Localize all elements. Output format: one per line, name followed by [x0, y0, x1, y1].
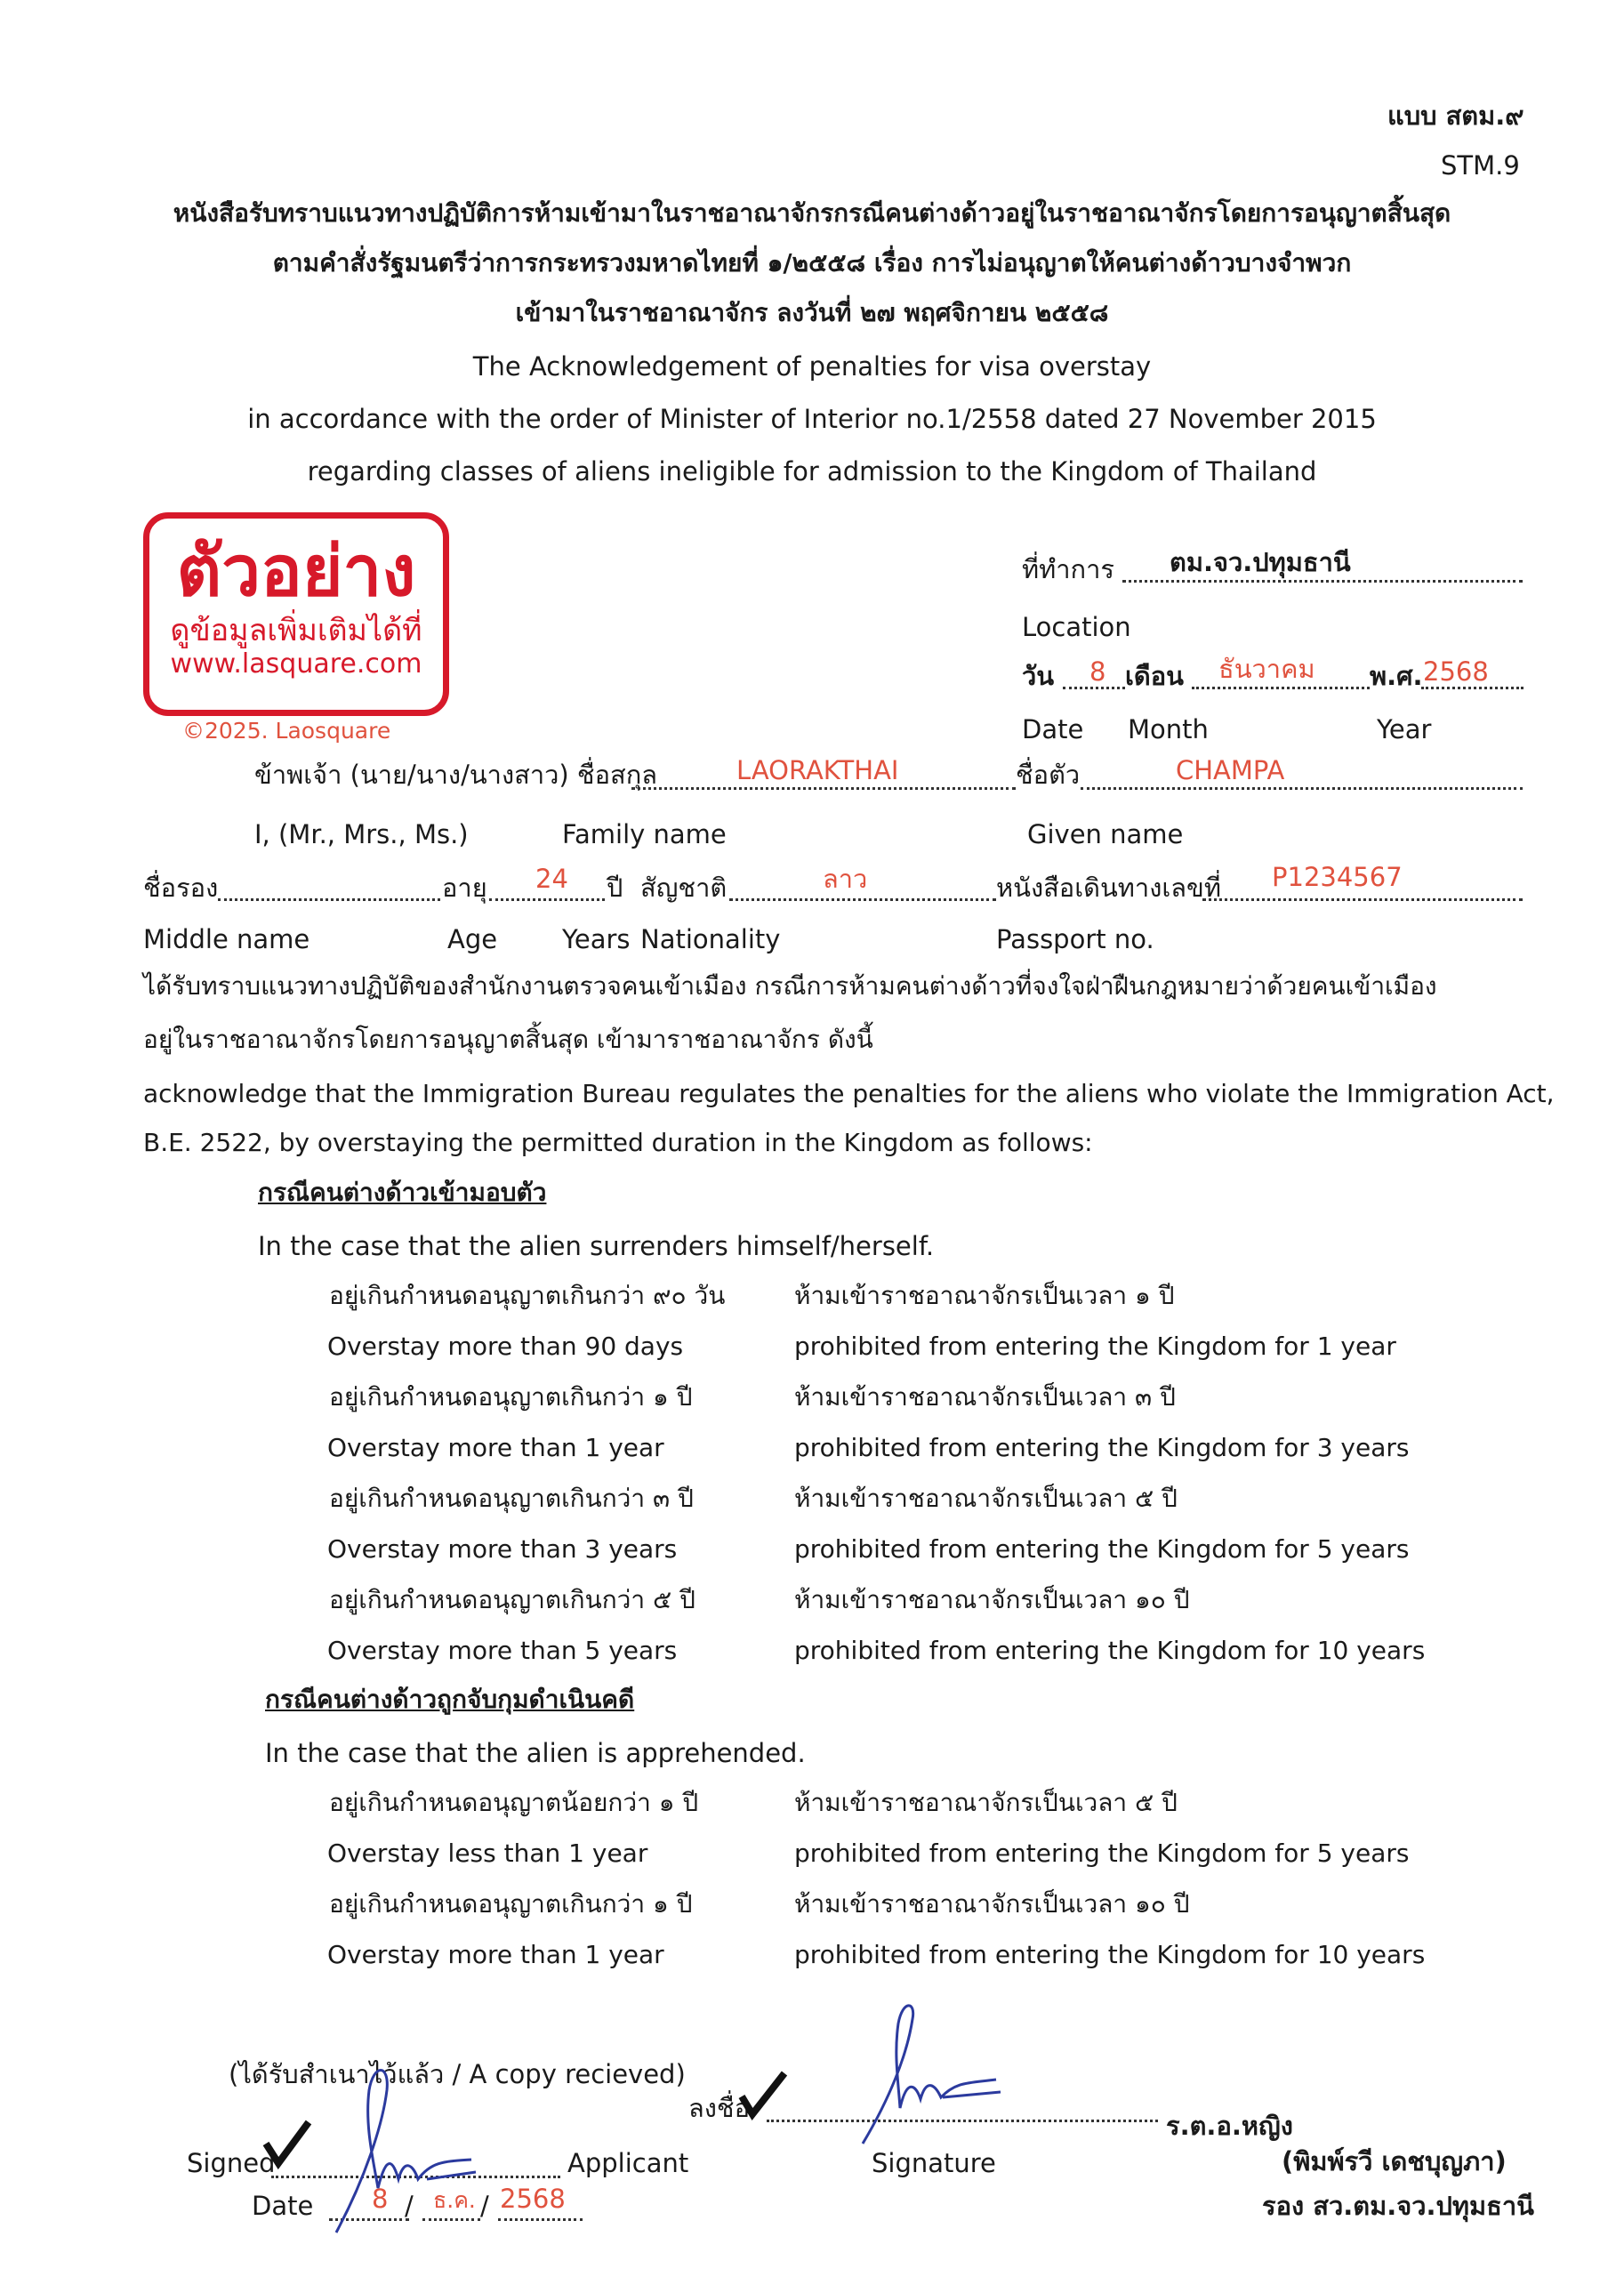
penalty-th: ห้ามเข้าราชอาณาจักรเป็นเวลา ๕ ปี: [794, 1788, 1178, 1817]
nationality-label-th: สัญชาติ: [640, 873, 728, 903]
date-year-value: 2568: [500, 2184, 566, 2214]
sign-label-th: ลงชื่อ: [688, 2093, 751, 2123]
officer-position: รอง สว.ตม.จว.ปทุมธานี: [1262, 2191, 1534, 2221]
month-value: ธันวาคม: [1218, 654, 1315, 684]
officer-checkmark-icon: [738, 2068, 792, 2121]
officer-signature-icon: [854, 2001, 1032, 2152]
ack-en-line-2: B.E. 2522, by overstaying the permitted duration in the Kingdom as follows:: [143, 1128, 1093, 1157]
applicant-label-en: I, (Mr., Mrs., Ms.): [254, 819, 469, 849]
location-field-line: [1122, 580, 1523, 583]
middle-name-label-en: Middle name: [143, 924, 310, 954]
family-name-label-en: Family name: [562, 819, 727, 849]
penalty-en: prohibited from entering the Kingdom for 5 years: [794, 1534, 1410, 1564]
day-label-th: วัน: [1022, 661, 1055, 691]
day-label-en: Date: [1022, 714, 1084, 744]
copy-received-label: (ได้รับสำเนาไว้แล้ว / A copy recieved): [229, 2059, 686, 2089]
applicant-signature-icon: [320, 2055, 498, 2241]
penalty-condition-th: อยู่เกินกำหนดอนุญาตเกินกว่า ๓ ปี: [329, 1484, 694, 1513]
age-label-en: Age: [447, 924, 498, 954]
month-label-th: เดือน: [1125, 661, 1184, 691]
stamp-line-1: ดูข้อมูลเพิ่มเติมได้ที่: [170, 613, 422, 648]
location-value: ตม.จว.ปทุมธานี: [1170, 547, 1351, 577]
age-value: 24: [535, 864, 568, 894]
penalty-condition-th: อยู่เกินกำหนดอนุญาตเกินกว่า ๕ ปี: [329, 1585, 695, 1614]
date-label: Date: [252, 2191, 314, 2221]
penalty-condition-en: Overstay more than 5 years: [327, 1636, 678, 1665]
date-year-line: [498, 2218, 583, 2221]
penalty-condition-en: Overstay more than 3 years: [327, 1534, 678, 1564]
middle-name-label-th: ชื่อรอง: [143, 873, 219, 903]
location-label-en: Location: [1022, 612, 1131, 642]
year-value: 2568: [1423, 656, 1489, 687]
penalty-condition-th: อยู่เกินกำหนดอนุญาตเกินกว่า ๑ ปี: [329, 1382, 693, 1412]
ack-en-line-1: acknowledge that the Immigration Bureau regulates the penalties for the aliens who violate the Immigration Act,: [143, 1079, 1555, 1108]
given-name-label-th: ชื่อตัว: [1016, 760, 1081, 790]
penalty-condition-th: อยู่เกินกำหนดอนุญาตเกินกว่า ๙๐ วัน: [329, 1281, 726, 1310]
day-value: 8: [1089, 656, 1106, 687]
given-name-value: CHAMPA: [1176, 755, 1285, 785]
title-th-line-3: เข้ามาในราชอาณาจักร ลงวันที่ ๒๗ พฤศจิกายน ๒๕๕๘: [515, 298, 1109, 327]
month-field-line: [1192, 687, 1370, 689]
penalty-condition-en: Overstay more than 1 year: [327, 1433, 664, 1462]
middle-name-line: [218, 898, 440, 901]
age-line: [489, 898, 605, 901]
penalty-condition-en: Overstay more than 90 days: [327, 1332, 684, 1361]
given-name-line: [1081, 787, 1523, 790]
month-label-en: Month: [1128, 714, 1209, 744]
family-name-value: LAORAKTHAI: [736, 755, 899, 785]
nationality-label-en: Nationality: [640, 924, 781, 954]
penalty-en: prohibited from entering the Kingdom for 3 years: [794, 1433, 1410, 1462]
penalty-th: ห้ามเข้าราชอาณาจักรเป็นเวลา ๑ ปี: [794, 1281, 1175, 1310]
officer-rank: ร.ต.อ.หญิง: [1166, 2111, 1293, 2141]
penalty-th: ห้ามเข้าราชอาณาจักรเป็นเวลา ๑๐ ปี: [794, 1889, 1190, 1919]
title-en-line-1: The Acknowledgement of penalties for visa overstay: [472, 351, 1152, 382]
years-label-en: Years: [562, 924, 631, 954]
title-en-line-2: in accordance with the order of Minister of Interior no.1/2558 dated 27 November 2015: [247, 404, 1377, 434]
passport-value: P1234567: [1272, 862, 1403, 892]
passport-line: [1202, 898, 1523, 901]
applicant-label-th: ข้าพเจ้า (นาย/นาง/นางสาว) ชื่อสกุล: [254, 760, 658, 790]
penalty-en: prohibited from entering the Kingdom for 1 year: [794, 1332, 1396, 1361]
title-th-line-2: ตามคำสั่งรัฐมนตรีว่าการกระทรวงมหาดไทยที่ ๑/๒๕๕๘ เรื่อง การไม่อนุญาตให้คนต่างด้าวบางจำพวก: [272, 248, 1352, 278]
date-separator-2: /: [480, 2191, 489, 2221]
title-th-line-1: หนังสือรับทราบแนวทางปฏิบัติการห้ามเข้ามาในราชอาณาจักรกรณีคนต่างด้าวอยู่ในราชอาณาจักรโดยการอนุญาตสิ้นสุด: [173, 198, 1451, 228]
officer-name: (พิมพ์รวี เดชบุญภา): [1282, 2146, 1507, 2176]
title-en-line-3: regarding classes of aliens ineligible for admission to the Kingdom of Thailand: [307, 456, 1317, 487]
stamp-main-text: ตัวอย่าง: [176, 532, 416, 612]
ack-th-line-1: ได้รับทราบแนวทางปฏิบัติของสำนักงานตรวจคนเข้าเมือง กรณีการห้ามคนต่างด้าวที่จงใจฝ่าฝืนกฎหมายว่าด้วยคนเข้าเมือง: [143, 971, 1437, 1001]
section-heading-th: กรณีคนต่างด้าวเข้ามอบตัว: [258, 1178, 547, 1207]
signature-label-en: Signature: [872, 2148, 996, 2178]
passport-label-th: หนังสือเดินทางเลขที่: [996, 873, 1221, 903]
section-heading-th: กรณีคนต่างด้าวถูกจับกุมดำเนินคดี: [265, 1685, 635, 1714]
year-label-en: Year: [1377, 714, 1432, 744]
date-separator-1: /: [405, 2191, 414, 2221]
nationality-value: ลาว: [823, 864, 868, 894]
applicant-checkmark-icon: [262, 2117, 316, 2170]
form-code-en: STM.9: [1441, 150, 1520, 181]
stamp-url: www.lasquare.com: [170, 648, 422, 680]
penalty-th: ห้ามเข้าราชอาณาจักรเป็นเวลา ๑๐ ปี: [794, 1585, 1190, 1614]
age-label-th: อายุ: [442, 873, 487, 903]
penalty-en: prohibited from entering the Kingdom for 5 years: [794, 1838, 1410, 1868]
ack-th-line-2: อยู่ในราชอาณาจักรโดยการอนุญาตสิ้นสุด เข้ามาราชอาณาจักร ดังนี้: [143, 1025, 873, 1054]
section-heading-en: In the case that the alien surrenders himself/herself.: [258, 1231, 935, 1261]
stamp-copyright: ©2025. Laosquare: [182, 718, 391, 744]
form-code-th: แบบ สตม.๙: [1387, 101, 1524, 131]
penalty-en: prohibited from entering the Kingdom for 10 years: [794, 1636, 1426, 1665]
penalty-condition-en: Overstay more than 1 year: [327, 1940, 664, 1969]
years-label-th: ปี: [607, 873, 623, 903]
year-label-th: พ.ศ.: [1370, 661, 1423, 691]
date-month-value: ธ.ค.: [433, 2187, 476, 2213]
applicant-label: Applicant: [567, 2148, 689, 2178]
date-day-value: 8: [372, 2184, 389, 2214]
section-heading-en: In the case that the alien is apprehended.: [265, 1738, 806, 1768]
penalty-condition-en: Overstay less than 1 year: [327, 1838, 648, 1868]
penalty-th: ห้ามเข้าราชอาณาจักรเป็นเวลา ๕ ปี: [794, 1484, 1178, 1513]
passport-label-en: Passport no.: [996, 924, 1154, 954]
penalty-condition-th: อยู่เกินกำหนดอนุญาตเกินกว่า ๑ ปี: [329, 1889, 693, 1919]
penalty-en: prohibited from entering the Kingdom for 10 years: [794, 1940, 1426, 1969]
penalty-th: ห้ามเข้าราชอาณาจักรเป็นเวลา ๓ ปี: [794, 1382, 1176, 1412]
sample-watermark-stamp: [143, 512, 449, 716]
signed-label: Signed: [187, 2148, 276, 2178]
penalty-condition-th: อยู่เกินกำหนดอนุญาตน้อยกว่า ๑ ปี: [329, 1788, 699, 1817]
given-name-label-en: Given name: [1027, 819, 1184, 849]
nationality-line: [729, 898, 996, 901]
location-label-th: ที่ทำการ: [1022, 554, 1114, 584]
